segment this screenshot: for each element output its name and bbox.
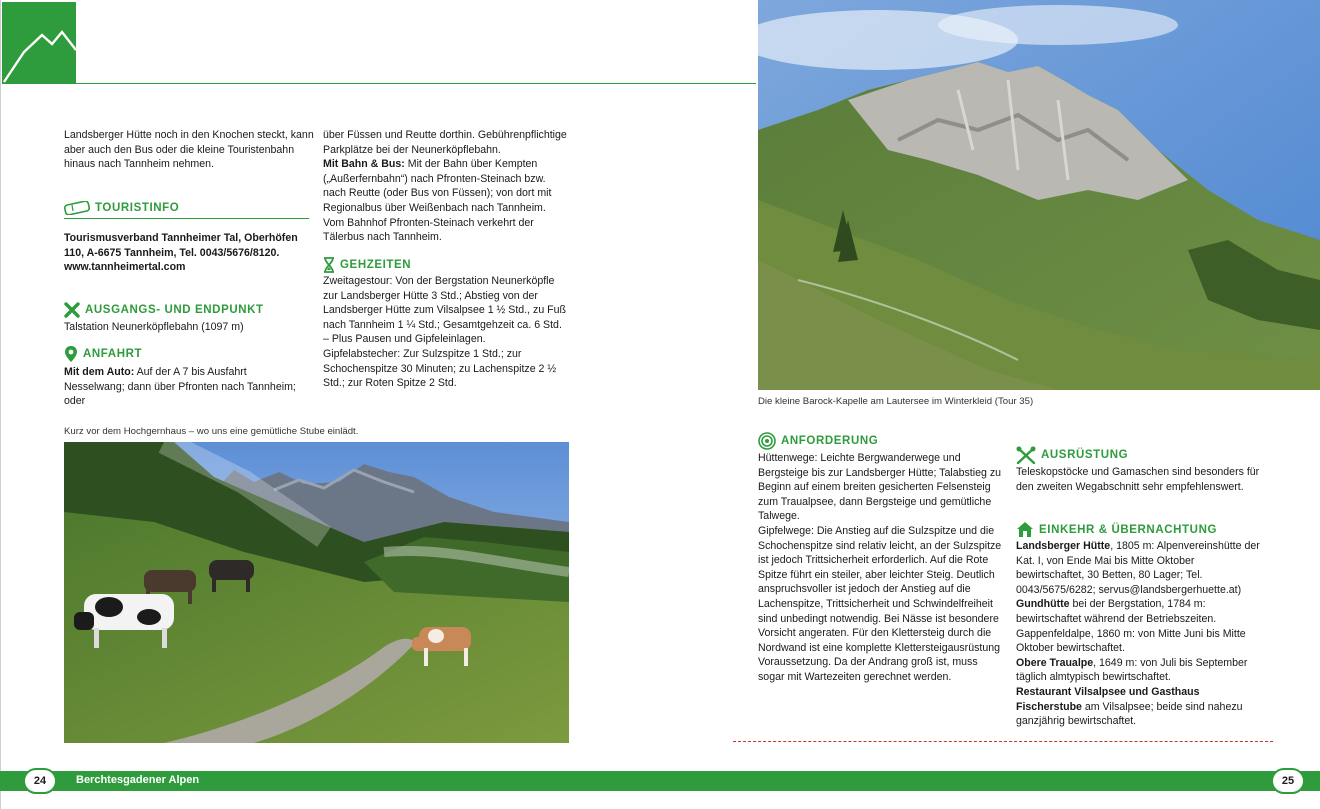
touristinfo-line-1: Tourismusverband Tannheimer Tal, Oberhöfen: [64, 232, 298, 244]
intro-text: [64, 128, 314, 172]
mountain-photo: [758, 0, 1320, 390]
anfahrt-text: Mit dem Auto: Auf der A 7 bis Ausfahrt Nesselwang; dann über Pfronten nach Tannheim; oder: [64, 366, 296, 408]
touristinfo-link[interactable]: www.tannheimertal.com: [64, 261, 186, 274]
anfahrt-continued: über Füssen und Reutte dorthin. Gebührenpflichtige Parkplätze bei der Neunerköpflebahn. Mit Bahn & Bus: Mit der Bahn über Kempten („Außerfernbahn“) nach Pfronten-Steinach bzw. nach Reutte (oder Bus von Füssen); von dort mit Regionalbus über Weißenbach nach Tannheim. Vom Bahnhof Pfronten-Steinach verkehrt der Tälerbus nach Tannheim.: [323, 129, 567, 244]
right-photo-caption: Die kleine Barock-Kapelle am Lautersee im Winterkleid (Tour 35): [758, 396, 1034, 407]
gehzeiten-heading: GEHZEITEN: [323, 257, 568, 273]
anforderung-heading: ANFORDERUNG: [758, 432, 1003, 450]
start-section: [64, 302, 314, 335]
left-photo-caption: Kurz vor dem Hochgernhaus – wo uns eine gemütliche Stube einlädt.: [64, 426, 359, 437]
footer-title: Berchtesgadener Alpen: [76, 774, 200, 786]
location-pin-icon: [64, 345, 78, 363]
einkehr-heading: EINKEHR & ÜBERNACHTUNG: [1016, 521, 1261, 538]
einkehr-entry-3: Gappenfeldalpe, 1860 m: von Mitte Juni bis Mitte Oktober bewirtschaftet.: [1016, 627, 1246, 655]
touristinfo-heading: TOURISTINFO: [64, 201, 309, 219]
anforderung-text-2: Gipfelwege: Die Anstieg auf die Sulzspitze und die Schochenspitze sind relativ leicht, an der Sulzspitze ist jedoch Trittsicherheit erforderlich. Auf die Rote Spitze führt ein steiler, aber leichter Steig. Deutlich anspruchsvoller ist jedoch der Anstieg auf die Lachenspitze, Trittsicherheit und Schwindelfreiheit sind unbedingt notwendig. Bei Nässe ist besondere Vorsicht angeraten. Für den Klettersteig durch die Nordwand ist eine komplette Klettersteigausrüstung Voraussetzung. Da der Andrang groß ist, muss sogar mit Wartezeiten gerechnet werden.: [758, 524, 1002, 683]
einkehr-section: [1016, 521, 1261, 729]
header-rule: [76, 83, 756, 84]
anfahrt-section: [64, 345, 309, 409]
ausruestung-text: Teleskopstöcke und Gamaschen sind besonders für den zweiten Wegabschnitt sehr empfehlenswert.: [1016, 466, 1260, 493]
start-text: Talstation Neunerköpflebahn (1097 m): [64, 321, 244, 333]
einkehr-entry-4: Obere Traualpe, 1649 m: von Juli bis September täglich almtypisch bewirtschaftet.: [1016, 656, 1248, 684]
house-icon: [1016, 521, 1034, 538]
dashed-divider: [733, 741, 1273, 742]
page-number-left: 24: [23, 768, 57, 794]
cross-icon: [64, 302, 80, 318]
page-number-right: 25: [1271, 768, 1305, 794]
touristinfo-section: [64, 201, 309, 275]
ausruestung-section: [1016, 446, 1261, 494]
anforderung-section: [758, 432, 1003, 685]
einkehr-entry-5: Restaurant Vilsalpsee und Gasthaus Fischerstube am Vilsalpsee; beide sind nahezu ganzjährig bewirtschaftet.: [1016, 685, 1243, 728]
cows-photo: [64, 442, 569, 743]
ausruestung-heading: AUSRÜSTUNG: [1016, 446, 1261, 464]
intro-paragraph: Landsberger Hütte noch in den Knochen steckt, kann aber auch den Bus oder die kleine Touristenbahn hinaus nach Tannheim nehmen.: [64, 129, 314, 171]
anfahrt-heading: ANFAHRT: [64, 345, 309, 363]
mountain-icon: [2, 2, 76, 84]
gehzeiten-text: Zweitagestour: Von der Bergstation Neunerköpfle zur Landsberger Hütte 3 Std.; Abstieg von der Landsberger Hütte zum Vilsalpsee 1 ½ Std., zu Fuß nach Tannheim 1 ¼ Std.; Gesamtgehzeit ca. 6 Std. – Plus Pausen und Gipfeleinlagen.: [323, 275, 566, 346]
touristinfo-line-2: 110, A-6675 Tannheim, Tel. 0043/5676/8120.: [64, 246, 280, 259]
einkehr-entry-2: Gundhütte bei der Bergstation, 1784 m: bewirtschaftet während der Betriebszeiten.: [1016, 598, 1217, 625]
gehzeiten-section: [323, 257, 568, 391]
corner-logo: [2, 2, 76, 84]
gehzeiten-text-2: Gipfelabstecher: Zur Sulzspitze 1 Std.; zur Schochenspitze 30 Minuten; zu Lachenspitze 2 ½ Std.; zur Roten Spitze 2 Std.: [323, 347, 557, 390]
page-divider: [0, 0, 1, 809]
tools-icon: [1016, 446, 1036, 464]
target-icon: [758, 432, 776, 450]
ticket-icon: [64, 201, 90, 215]
anforderung-text-1: Hüttenwege: Leichte Bergwanderwege und Bergsteige bis zur Landsberger Hütte; Talabstieg zu Beginn auf einem breiten gesicherten Felsensteig zum Traualpsee, dann Bergsteige und gemütliche Talwege.: [758, 452, 1002, 523]
start-heading: AUSGANGS- UND ENDPUNKT: [64, 302, 314, 318]
hourglass-icon: [323, 257, 335, 273]
einkehr-entry-1: Landsberger Hütte, 1805 m: Alpenvereinshütte der Kat. I, von Ende Mai bis Mitte Oktober bewirtschaftet, 30 Betten, 80 Lager; Tel. 0043/5675/6282; servus@landsbergerhuette.at): [1016, 540, 1260, 596]
